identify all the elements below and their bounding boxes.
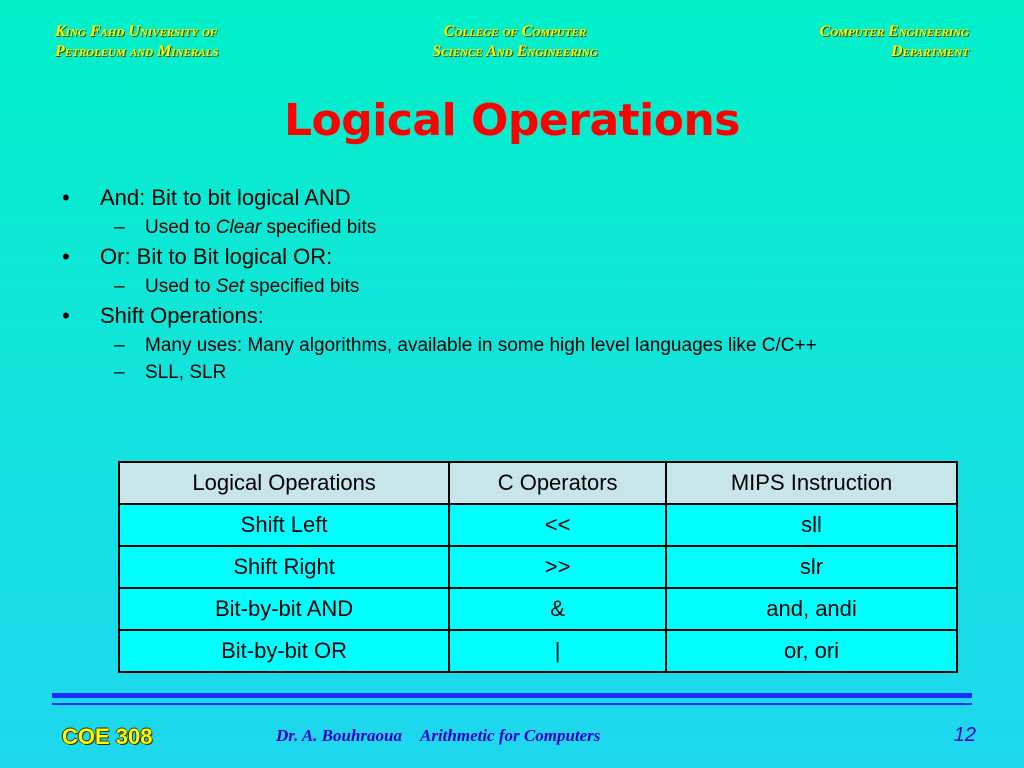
bullet-or: • Or: Bit to Bit logical OR: xyxy=(62,243,962,271)
sub-bullet-sll-slr: – SLL, SLR xyxy=(62,362,962,384)
sub-bullet-set-em: Set xyxy=(215,276,245,297)
table-row xyxy=(119,546,957,588)
header-college xyxy=(360,22,670,62)
table-header-cell: MIPS Instruction xyxy=(666,462,957,504)
header-college-line2: Science And Engineering xyxy=(432,43,598,60)
sub-bullet-clear-pre: Used to xyxy=(145,217,216,238)
header-university-line1: King Fahd University of xyxy=(55,23,218,40)
footer-info xyxy=(276,726,600,746)
slide-title: Logical Operations xyxy=(283,95,740,146)
table-cell: >> xyxy=(449,546,666,588)
header-university xyxy=(55,22,218,62)
bullet-shift: • Shift Operations: xyxy=(62,302,962,330)
header-department-line1: Computer Engineering xyxy=(819,23,969,40)
sub-bullet-clear xyxy=(62,217,962,239)
operations-table xyxy=(118,461,958,673)
bullet-and: • And: Bit to bit logical AND xyxy=(62,184,962,212)
slide-number: 12 xyxy=(953,724,976,746)
sub-bullet-set-post: specified bits xyxy=(244,276,360,297)
table-cell: | xyxy=(449,630,666,672)
header-department xyxy=(820,22,969,62)
table-row xyxy=(119,504,957,546)
table-cell: << xyxy=(449,504,666,546)
table-header-cell: Logical Operations xyxy=(119,462,449,504)
sub-bullet-clear-post: specified bits xyxy=(261,217,377,238)
table-header-row xyxy=(119,462,957,504)
sub-bullet-set-pre: Used to xyxy=(145,276,216,297)
table-cell: & xyxy=(449,588,666,630)
table-cell: or, ori xyxy=(666,630,957,672)
table-cell: Bit-by-bit AND xyxy=(119,588,449,630)
sub-bullet-set xyxy=(62,276,962,298)
footer-author: Dr. A. Bouhraoua xyxy=(276,726,402,745)
header-college-line1: College of Computer xyxy=(443,23,587,40)
footer-divider-thin xyxy=(52,703,972,705)
footer-course-code: COE 308 xyxy=(62,724,153,749)
table-cell: and, andi xyxy=(666,588,957,630)
sub-bullet-clear-em: Clear xyxy=(215,217,262,238)
table-cell: sll xyxy=(666,504,957,546)
footer-topic: Arithmetic for Computers xyxy=(419,726,601,745)
header-department-line2: Department xyxy=(891,43,969,60)
table-header-cell: C Operators xyxy=(449,462,666,504)
table-row xyxy=(119,630,957,672)
table-cell: slr xyxy=(666,546,957,588)
table-cell: Shift Left xyxy=(119,504,449,546)
bullet-list xyxy=(62,180,962,384)
header-university-line2: Petroleum and Minerals xyxy=(55,43,219,60)
sub-bullet-uses: – Many uses: Many algorithms, available in some high level languages like C/C++ xyxy=(62,335,962,357)
footer-divider-thick xyxy=(52,693,972,698)
table-cell: Shift Right xyxy=(119,546,449,588)
table-cell: Bit-by-bit OR xyxy=(119,630,449,672)
table-row xyxy=(119,588,957,630)
